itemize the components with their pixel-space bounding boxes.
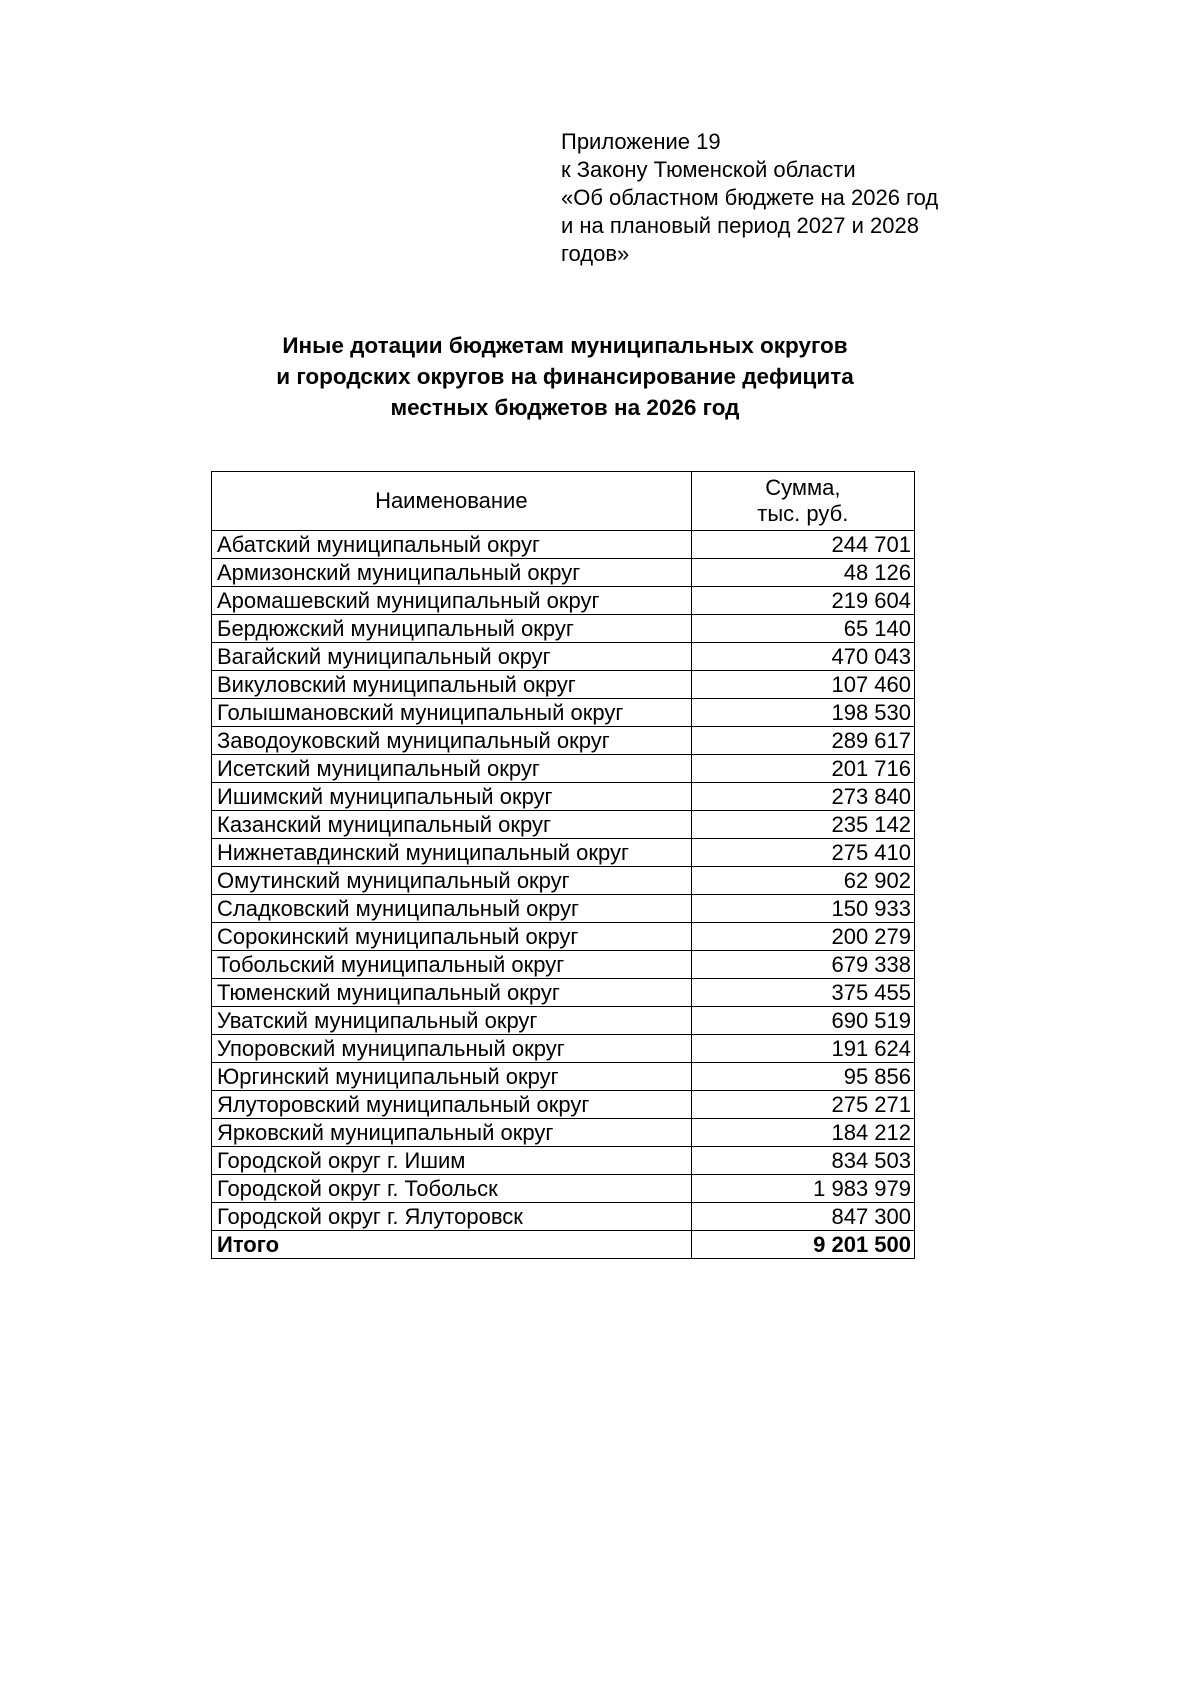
table-row xyxy=(212,811,915,839)
row-sum: 289 617 xyxy=(691,727,914,755)
row-sum: 273 840 xyxy=(691,783,914,811)
row-name: Уватский муниципальный округ xyxy=(212,1007,692,1035)
row-sum: 244 701 xyxy=(691,531,914,559)
table-row xyxy=(212,1119,915,1147)
row-name: Городской округ г. Ишим xyxy=(212,1147,692,1175)
row-sum: 62 902 xyxy=(691,867,914,895)
row-sum: 48 126 xyxy=(691,559,914,587)
appendix-line: и на плановый период 2027 и 2028 xyxy=(561,213,919,238)
row-sum: 107 460 xyxy=(691,671,914,699)
row-sum: 834 503 xyxy=(691,1147,914,1175)
column-header-name: Наименование xyxy=(212,472,692,531)
row-name: Ярковский муниципальный округ xyxy=(212,1119,692,1147)
table-row xyxy=(212,979,915,1007)
row-sum: 219 604 xyxy=(691,587,914,615)
row-sum: 470 043 xyxy=(691,643,914,671)
row-name: Омутинский муниципальный округ xyxy=(212,867,692,895)
subsidies-table xyxy=(211,471,915,1259)
row-name: Тобольский муниципальный округ xyxy=(212,951,692,979)
row-sum: 198 530 xyxy=(691,699,914,727)
row-name: Викуловский муниципальный округ xyxy=(212,671,692,699)
table-row xyxy=(212,643,915,671)
table-row xyxy=(212,671,915,699)
total-sum: 9 201 500 xyxy=(691,1231,914,1259)
table-row xyxy=(212,1203,915,1231)
row-name: Аромашевский муниципальный округ xyxy=(212,587,692,615)
table-row xyxy=(212,951,915,979)
table-row xyxy=(212,699,915,727)
appendix-line: Приложение 19 xyxy=(561,129,721,154)
row-sum: 679 338 xyxy=(691,951,914,979)
row-sum: 201 716 xyxy=(691,755,914,783)
row-sum: 690 519 xyxy=(691,1007,914,1035)
table-row xyxy=(212,531,915,559)
table-row xyxy=(212,923,915,951)
table-row xyxy=(212,559,915,587)
row-sum: 375 455 xyxy=(691,979,914,1007)
row-sum: 65 140 xyxy=(691,615,914,643)
row-name: Городской округ г. Ялуторовск xyxy=(212,1203,692,1231)
row-name: Ялуторовский муниципальный округ xyxy=(212,1091,692,1119)
row-name: Сладковский муниципальный округ xyxy=(212,895,692,923)
row-name: Бердюжский муниципальный округ xyxy=(212,615,692,643)
row-name: Казанский муниципальный округ xyxy=(212,811,692,839)
table-row xyxy=(212,1175,915,1203)
row-sum: 275 410 xyxy=(691,839,914,867)
table-row xyxy=(212,615,915,643)
row-name: Упоровский муниципальный округ xyxy=(212,1035,692,1063)
row-sum: 847 300 xyxy=(691,1203,914,1231)
appendix-line: годов» xyxy=(561,241,630,266)
appendix-line: к Закону Тюменской области xyxy=(561,157,856,182)
table-row xyxy=(212,587,915,615)
appendix-header xyxy=(561,128,1021,268)
row-name: Ишимский муниципальный округ xyxy=(212,783,692,811)
title-line: местных бюджетов на 2026 год xyxy=(390,395,740,420)
table-row xyxy=(212,1007,915,1035)
table-body xyxy=(212,531,915,1231)
row-sum: 184 212 xyxy=(691,1119,914,1147)
column-header-sum xyxy=(691,472,914,531)
row-name: Заводоуковский муниципальный округ xyxy=(212,727,692,755)
row-name: Юргинский муниципальный округ xyxy=(212,1063,692,1091)
table-row xyxy=(212,1091,915,1119)
title-line: Иные дотации бюджетам муниципальных округов xyxy=(282,333,848,358)
row-name: Армизонский муниципальный округ xyxy=(212,559,692,587)
table-row xyxy=(212,839,915,867)
row-sum: 95 856 xyxy=(691,1063,914,1091)
column-header-sum-line: тыс. руб. xyxy=(757,501,849,526)
row-name: Вагайский муниципальный округ xyxy=(212,643,692,671)
document-title xyxy=(180,330,950,423)
appendix-line: «Об областном бюджете на 2026 год xyxy=(561,185,939,210)
table-row xyxy=(212,755,915,783)
table-row xyxy=(212,1035,915,1063)
row-sum: 235 142 xyxy=(691,811,914,839)
row-sum: 200 279 xyxy=(691,923,914,951)
table-row xyxy=(212,1063,915,1091)
table-row xyxy=(212,895,915,923)
row-name: Голышмановский муниципальный округ xyxy=(212,699,692,727)
row-name: Исетский муниципальный округ xyxy=(212,755,692,783)
total-row xyxy=(212,1231,915,1259)
table-row xyxy=(212,1147,915,1175)
row-name: Нижнетавдинский муниципальный округ xyxy=(212,839,692,867)
row-sum: 150 933 xyxy=(691,895,914,923)
column-header-sum-line: Сумма, xyxy=(765,475,841,500)
row-name: Абатский муниципальный округ xyxy=(212,531,692,559)
row-sum: 191 624 xyxy=(691,1035,914,1063)
table-row xyxy=(212,783,915,811)
table-row xyxy=(212,727,915,755)
row-sum: 1 983 979 xyxy=(691,1175,914,1203)
row-name: Сорокинский муниципальный округ xyxy=(212,923,692,951)
row-sum: 275 271 xyxy=(691,1091,914,1119)
row-name: Тюменский муниципальный округ xyxy=(212,979,692,1007)
title-line: и городских округов на финансирование дефицита xyxy=(276,364,854,389)
table-row xyxy=(212,867,915,895)
row-name: Городской округ г. Тобольск xyxy=(212,1175,692,1203)
total-label: Итого xyxy=(212,1231,692,1259)
table-header-row xyxy=(212,472,915,531)
